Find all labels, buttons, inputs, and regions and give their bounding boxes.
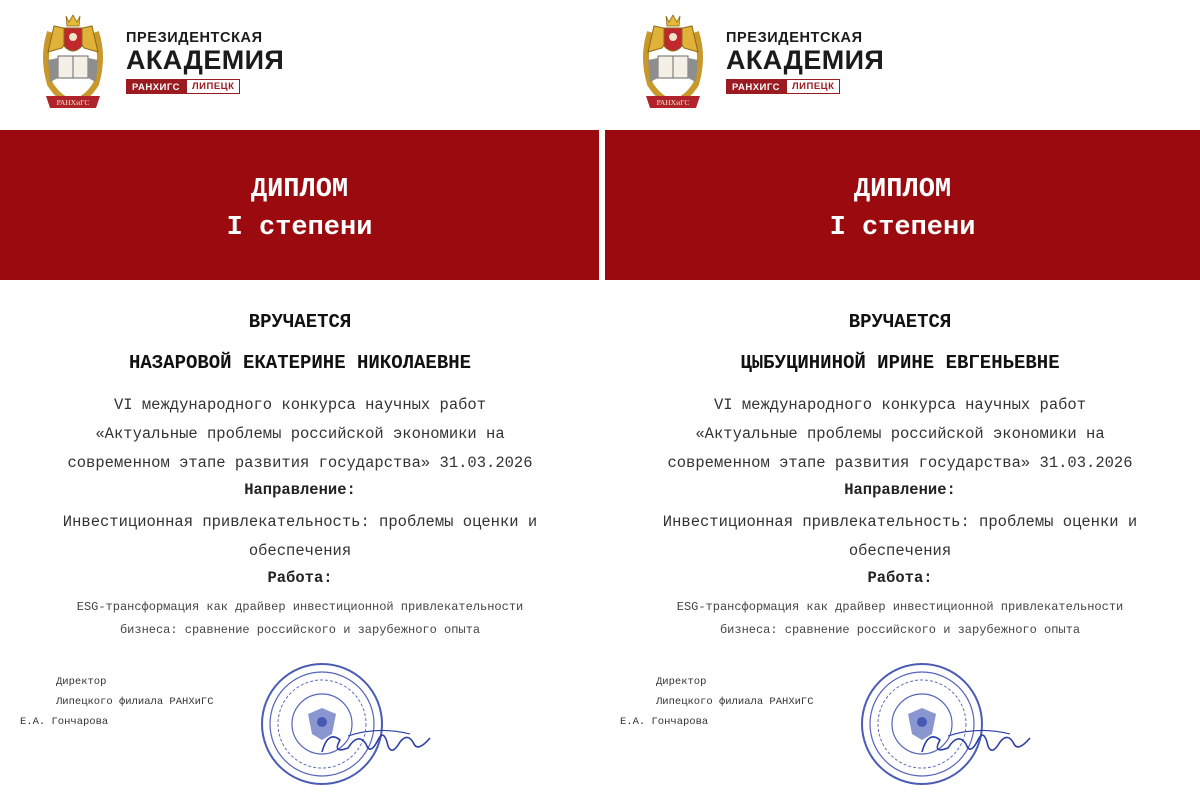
contest-line: «Актуальные проблемы российской экономики на: [695, 425, 1105, 443]
signatory-organization: Липецкого филиала РАНХиГС: [656, 696, 814, 708]
signatory-block: [20, 672, 214, 732]
signatory-title: Директор: [56, 676, 107, 688]
banner-degree: I степени: [226, 213, 373, 243]
contest-line: современном этапе развития государства» 31.03.2026: [667, 454, 1133, 472]
signatory-block: [620, 672, 814, 732]
contest-line: VI международного конкурса научных работ: [113, 396, 487, 414]
brand-badge-ranepa: РАНХИГС: [126, 79, 186, 94]
direction-text: [600, 508, 1200, 566]
direction-heading: Направление:: [844, 481, 956, 499]
contest-description: [600, 391, 1200, 478]
emblem-ribbon-text: РАНХиГС: [656, 98, 690, 107]
direction-text: [0, 508, 600, 566]
work-line: ESG-трансформация как драйвер инвестиционной привлекательности: [676, 600, 1124, 614]
contest-line: «Актуальные проблемы российской экономики на: [95, 425, 505, 443]
brand-line2: АКАДЕМИЯ: [126, 45, 285, 75]
brand-badges: [126, 79, 284, 94]
awarded-heading: ВРУЧАЕТСЯ: [248, 311, 352, 333]
awarded-heading: ВРУЧАЕТСЯ: [848, 311, 952, 333]
banner-degree: I степени: [829, 213, 976, 243]
brand-badges: [726, 79, 884, 94]
brand-line2: АКАДЕМИЯ: [726, 45, 885, 75]
recipient-name: НАЗАРОВОЙ ЕКАТЕРИНЕ НИКОЛАЕВНЕ: [128, 352, 472, 374]
handwritten-signature-icon: [918, 722, 1036, 762]
contest-line: VI международного конкурса научных работ: [713, 396, 1087, 414]
brand-badge-city: ЛИПЕЦК: [186, 79, 240, 94]
banner-title: ДИПЛОМ: [853, 175, 952, 205]
signatory-title: Директор: [656, 676, 707, 688]
work-title: [0, 596, 600, 642]
brand-logo: [726, 30, 884, 94]
brand-line1: ПРЕЗИДЕНТСКАЯ: [726, 30, 863, 46]
banner-title: ДИПЛОМ: [250, 175, 349, 205]
work-line: бизнеса: сравнение российского и зарубежного опыта: [119, 623, 481, 637]
recipient-name: ЦЫБУЦИНИНОЙ ИРИНЕ ЕВГЕНЬЕВНЕ: [740, 352, 1060, 374]
work-title: [600, 596, 1200, 642]
handwritten-signature-icon: [318, 722, 436, 762]
work-heading: Работа:: [267, 569, 333, 587]
direction-line: обеспечения: [848, 542, 952, 560]
brand-badge-city: ЛИПЕЦК: [786, 79, 840, 94]
brand-logo: [126, 30, 284, 94]
work-line: ESG-трансформация как драйвер инвестиционной привлекательности: [76, 600, 524, 614]
direction-line: обеспечения: [248, 542, 352, 560]
contest-line: современном этапе развития государства» 31.03.2026: [67, 454, 533, 472]
direction-line: Инвестиционная привлекательность: проблемы оценки и: [62, 513, 538, 531]
direction-heading: Направление:: [244, 481, 356, 499]
diploma-right: [600, 0, 1200, 800]
diploma-banner: [605, 130, 1200, 280]
work-line: бизнеса: сравнение российского и зарубежного опыта: [719, 623, 1081, 637]
brand-badge-ranepa: РАНХИГС: [726, 79, 786, 94]
contest-description: [0, 391, 600, 478]
work-heading: Работа:: [867, 569, 933, 587]
emblem-ribbon-text: РАНХиГС: [56, 98, 90, 107]
signatory-organization: Липецкого филиала РАНХиГС: [56, 696, 214, 708]
direction-line: Инвестиционная привлекательность: проблемы оценки и: [662, 513, 1138, 531]
brand-line1: ПРЕЗИДЕНТСКАЯ: [126, 30, 263, 46]
signatory-name: Е.А. Гончарова: [620, 716, 709, 728]
academy-emblem-icon: [640, 12, 706, 114]
academy-emblem-icon: [40, 12, 106, 114]
diploma-banner: [0, 130, 599, 280]
signatory-name: Е.А. Гончарова: [20, 716, 109, 728]
